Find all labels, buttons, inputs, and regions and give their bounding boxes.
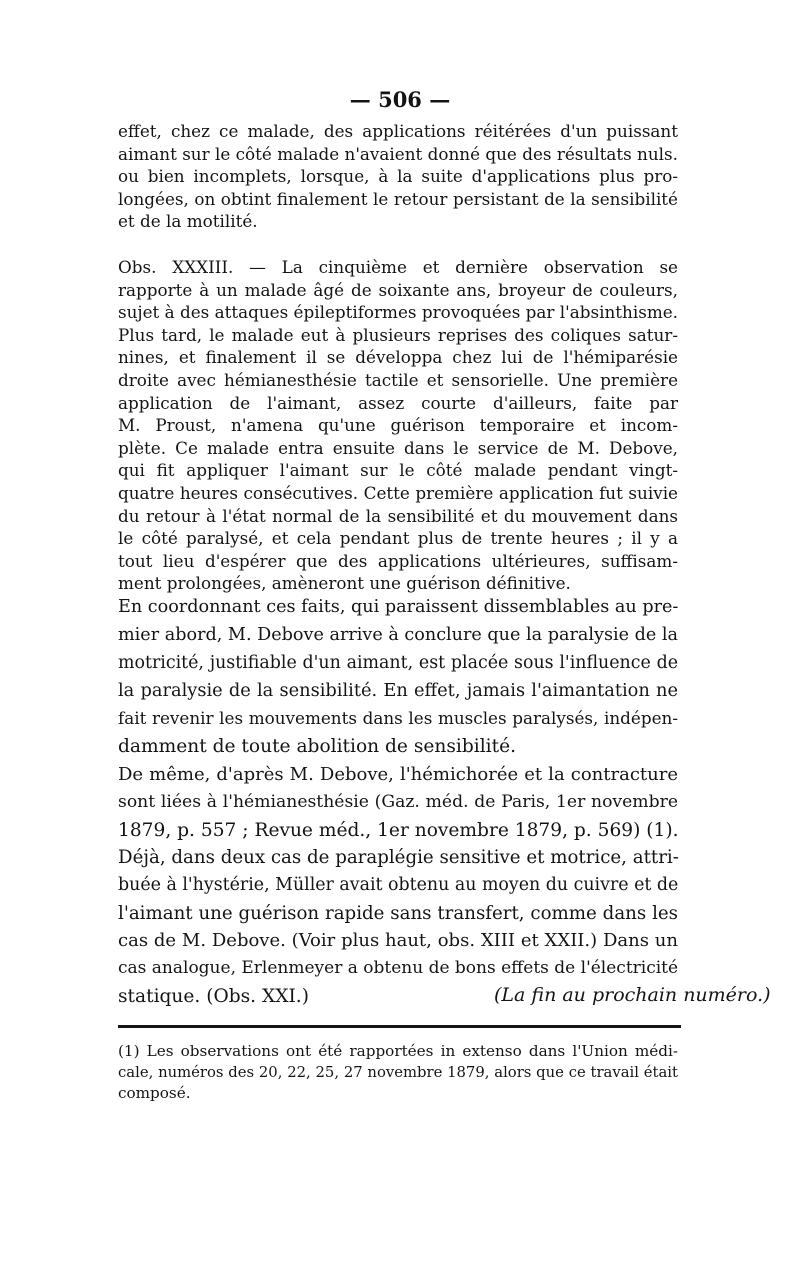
text-line: effet, chez ce malade, des applications réitérées d'un puissant <box>118 121 678 141</box>
text-line: mier abord, M. Debove arrive à conclure que la paralysie de la <box>118 624 678 645</box>
text-line: plète. Ce malade entra ensuite dans le service de M. Debove, <box>118 437 678 458</box>
text-line: la paralysie de la sensibilité. En effet, jamais l'aimantation ne <box>118 680 678 702</box>
text-line: motricité, justifiable d'un aimant, est placée sous l'influence de <box>118 652 678 673</box>
text-line: ment prolongées, amèneront une guérison définitive. <box>118 573 571 594</box>
text-line: ou bien incomplets, lorsque, à la suite d'applications plus pro- <box>118 166 678 187</box>
text-line: cas de M. Debove. (Voir plus haut, obs. XIII et XXII.) Dans un <box>118 930 678 952</box>
text-line: En coordonnant ces faits, qui paraissent dissemblables au pre- <box>118 597 679 617</box>
text-line: Déjà, dans deux cas de paraplégie sensitive et motrice, attri- <box>118 847 679 868</box>
text-line: nines, et finalement il se développa chez lui de l'hémiparésie <box>118 347 678 368</box>
text-line: et de la motilité. <box>118 211 258 232</box>
observation-xxxiii <box>118 256 678 595</box>
text-line: De même, d'après M. Debove, l'hémichorée et la contracture <box>118 764 678 785</box>
text-line: quatre heures consécutives. Cette première application fut suivie <box>118 482 678 503</box>
page-number: — 506 — <box>349 87 451 112</box>
text-line: sont liées à l'hémianesthésie (Gaz. méd. de Paris, 1er novembre <box>118 791 678 812</box>
footnote-line: composé. <box>118 1084 191 1102</box>
text-line: cas analogue, Erlenmeyer a obtenu de bons effets de l'électricité <box>118 958 679 979</box>
text-line: statique. (Obs. XXI.) <box>118 985 309 1007</box>
text-line: rapporte à un malade âgé de soixante ans, broyeur de couleurs, <box>118 279 678 300</box>
to-be-continued: (La fin au prochain numéro.) <box>494 984 771 1006</box>
text-line: aimant sur le côté malade n'avaient donné que des résultats nuls. <box>118 143 678 164</box>
text-line: l'aimant une guérison rapide sans transfert, comme dans les <box>118 902 678 924</box>
text-line: 1879, p. 557 ; Revue méd., 1er novembre 1879, p. 569) (1). <box>118 819 679 841</box>
footnote-line: (1) Les observations ont été rapportées in extenso dans l'Union médi- <box>118 1042 678 1060</box>
text-line: droite avec hémianesthésie tactile et sensorielle. Une première <box>118 369 678 390</box>
text-line: du retour à l'état normal de la sensibilité et du mouvement dans <box>118 505 678 526</box>
text-line: le côté paralysé, et cela pendant plus de trente heures ; il y a <box>118 528 678 549</box>
text-line: sujet à des attaques épileptiformes provoquées par l'absinthisme. <box>118 302 678 323</box>
footnote-line: cale, numéros des 20, 22, 25, 27 novembre 1879, alors que ce travail était <box>118 1064 678 1081</box>
text-line: Plus tard, le malade eut à plusieurs reprises des coliques satur- <box>118 324 678 345</box>
footnote-divider <box>118 1025 681 1028</box>
text-line: Obs. XXXIII. — La cinquième et dernière observation se <box>118 257 678 277</box>
text-line: buée à l'hystérie, Müller avait obtenu au moyen du cuivre et de <box>118 874 679 895</box>
text-line: qui fit appliquer l'aimant sur le côté malade pendant vingt- <box>118 460 678 481</box>
text-line: fait revenir les mouvements dans les muscles paralysés, indépen- <box>118 708 678 729</box>
text-line: tout lieu d'espérer que des applications ultérieures, suffisam- <box>118 550 678 571</box>
paragraph-coordination <box>118 594 678 761</box>
text-line: damment de toute abolition de sensibilité. <box>118 735 516 757</box>
footnote <box>118 1041 678 1104</box>
paragraph-hemichoree <box>118 761 678 844</box>
text-line: longées, on obtint finalement le retour persistant de la sensibilité <box>118 188 678 209</box>
continuation-paragraph <box>118 120 678 233</box>
text-line: application de l'aimant, assez courte d'ailleurs, faite par <box>118 392 678 413</box>
text-line: M. Proust, n'amena qu'une guérison temporaire et incom- <box>118 415 678 436</box>
